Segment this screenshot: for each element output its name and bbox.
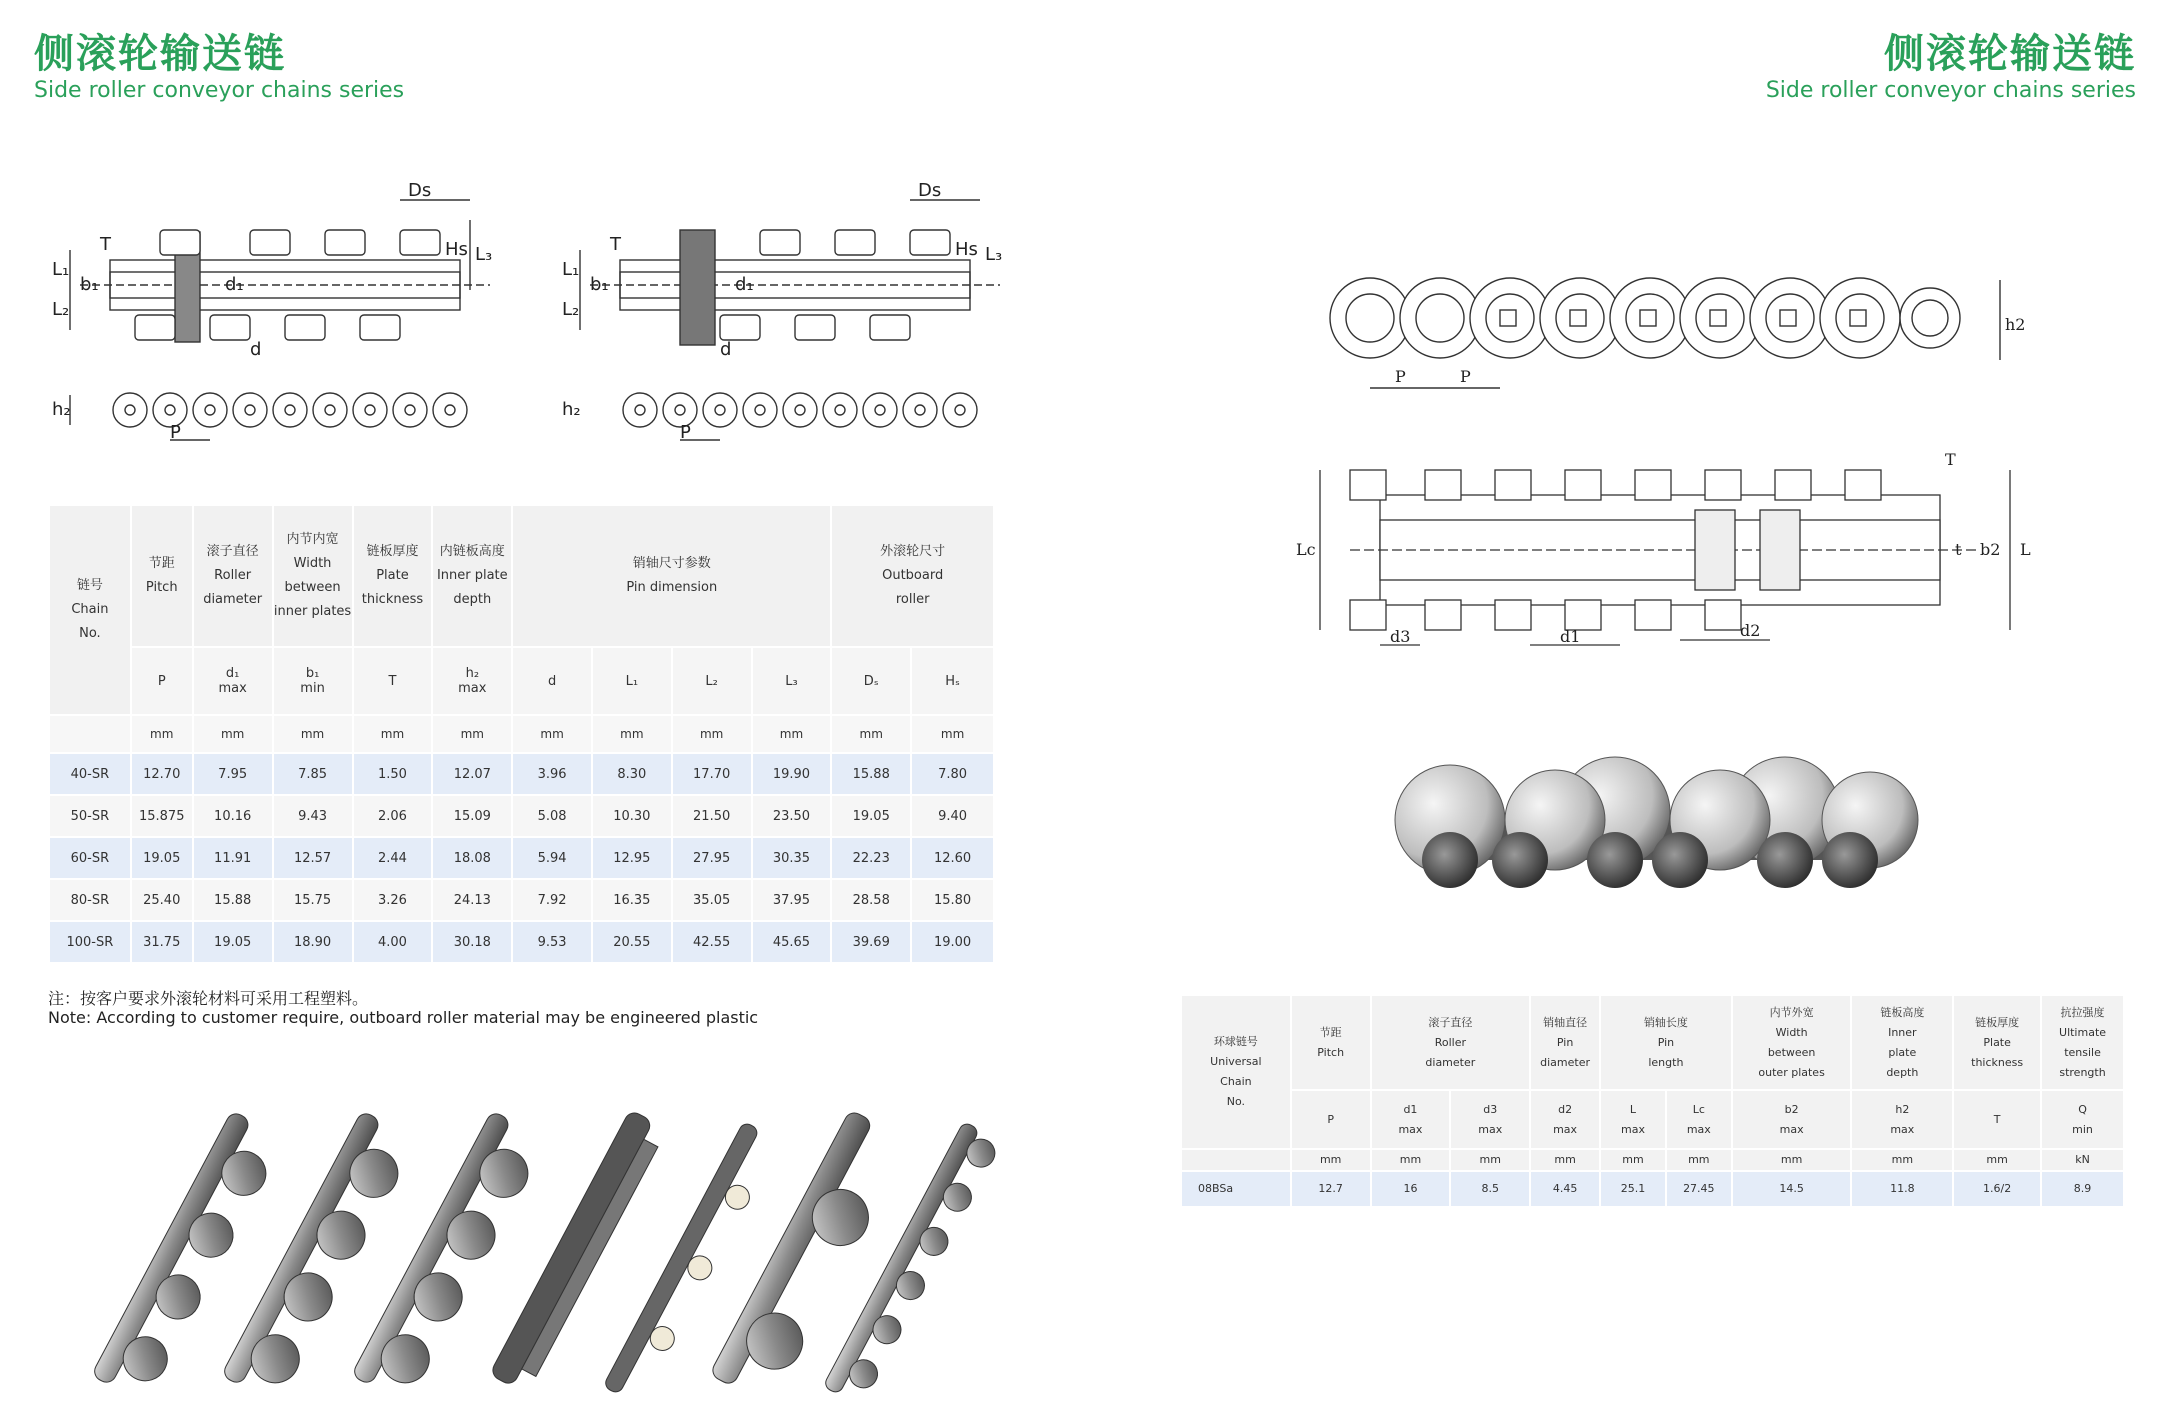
th-roller: 滚子直径 Roller diameter	[193, 505, 273, 647]
label-T-b: T	[610, 234, 621, 255]
sym-h2: h₂ max	[432, 647, 512, 715]
unit2-cell: kN	[2041, 1149, 2124, 1171]
right-label-Lc: Lc	[1296, 540, 1316, 559]
note-en: Note: According to customer require, outboard roller material may be engineered plastic	[48, 1008, 759, 1027]
table-row: 40-SR 12.70 7.95 7.85 1.50 12.07 3.96 8.30 17.70 19.90 15.88 7.80	[49, 753, 994, 795]
sym-T: T	[353, 647, 433, 715]
th2-pitch: 节距 Pitch	[1291, 995, 1371, 1090]
right-label-d3: d3	[1390, 627, 1411, 646]
label-Ds: Ds	[408, 180, 432, 201]
label-b1: b₁	[80, 274, 99, 295]
right-label-P2: P	[1460, 367, 1471, 386]
label-L2-b: L₂	[562, 299, 580, 320]
th-chain: 链号 Chain No.	[49, 505, 131, 715]
right-title-en: Side roller conveyor chains series	[1765, 78, 2136, 103]
sym-Hs: Hₛ	[911, 647, 994, 715]
label-L1: L₁	[52, 259, 70, 280]
right-chain-side-drawing	[1290, 450, 2050, 660]
sym2-d1: d1 max	[1371, 1090, 1451, 1149]
th-inner: 内链板高度 Inner plate depth	[432, 505, 512, 647]
right-label-L: L	[2020, 540, 2031, 559]
left-chain-drawing-a	[50, 180, 510, 460]
sym2-d3: d3 max	[1450, 1090, 1530, 1149]
sym-b1: b₁ min	[273, 647, 353, 715]
th2-roller: 滚子直径 Roller diameter	[1371, 995, 1531, 1090]
spec-table-universal	[1180, 994, 2125, 1208]
chain-products-photo	[40, 1080, 1000, 1400]
unit-cell: mm	[752, 715, 832, 753]
spec-table-side-roller	[48, 504, 995, 964]
sym-Ds: Dₛ	[831, 647, 911, 715]
th-pitch: 节距 Pitch	[131, 505, 193, 647]
th2-depth: 链板高度 Inner plate depth	[1851, 995, 1953, 1090]
sym-d: d	[512, 647, 592, 715]
sym2-d2: d2 max	[1530, 1090, 1600, 1149]
th-width: 内节内宽 Width between inner plates	[273, 505, 353, 647]
right-label-t: t	[1955, 540, 1962, 559]
label-L2: L₂	[52, 299, 70, 320]
sym-L1: L₁	[592, 647, 672, 715]
unit2-cell: mm	[1530, 1149, 1600, 1171]
unit-cell: mm	[831, 715, 911, 753]
label-Hs-b: Hs	[955, 239, 978, 260]
label-T: T	[100, 234, 111, 255]
table-row: 80-SR 25.40 15.88 15.75 3.26 24.13 7.92 16.35 35.05 37.95 28.58 15.80	[49, 879, 994, 921]
right-chain-top-drawing	[1300, 260, 2040, 410]
th-plate: 链板厚度 Plate thickness	[353, 505, 433, 647]
unit-cell: mm	[131, 715, 193, 753]
sym-P: P	[131, 647, 193, 715]
label-b1-b: b₁	[590, 274, 609, 295]
th2-pin: 销轴直径 Pin diameter	[1530, 995, 1600, 1090]
unit-cell: mm	[273, 715, 353, 753]
label-d-b: d	[720, 339, 732, 360]
label-L3: L₃	[475, 244, 493, 265]
unit-cell: mm	[432, 715, 512, 753]
label-d1: d₁	[225, 274, 244, 295]
right-label-d1: d1	[1560, 627, 1581, 646]
th2-outer: 内节外宽 Width between outer plates	[1732, 995, 1852, 1090]
right-label-P: P	[1395, 367, 1406, 386]
label-d1-b: d₁	[735, 274, 754, 295]
right-label-h2: h2	[2005, 315, 2026, 334]
label-Hs: Hs	[445, 239, 468, 260]
unit2-blank	[1181, 1149, 1291, 1171]
unit-cell: mm	[193, 715, 273, 753]
label-h2: h₂	[52, 399, 71, 420]
side-roller-chain-photo	[1380, 750, 1940, 900]
note-zh: 注：按客户要求外滚轮材料可采用工程塑料。	[48, 989, 369, 1008]
unit2-cell: mm	[1666, 1149, 1732, 1171]
sym2-h2: h2 max	[1851, 1090, 1953, 1149]
unit2-cell: mm	[1371, 1149, 1451, 1171]
unit2-cell: mm	[1732, 1149, 1852, 1171]
label-d: d	[250, 339, 262, 360]
left-title-zh: 侧滚轮输送链	[34, 31, 286, 77]
sym2-Lc: Lc max	[1666, 1090, 1732, 1149]
sym2-L: L max	[1600, 1090, 1666, 1149]
th2-thick: 链板厚度 Plate thickness	[1953, 995, 2041, 1090]
unit2-cell: mm	[1450, 1149, 1530, 1171]
unit2-cell: mm	[1600, 1149, 1666, 1171]
sym-L2: L₂	[672, 647, 752, 715]
unit2-cell: mm	[1291, 1149, 1371, 1171]
label-L1-b: L₁	[562, 259, 580, 280]
right-label-b2: b2	[1980, 540, 2001, 559]
sym2-P: P	[1291, 1090, 1371, 1149]
right-label-d2: d2	[1740, 621, 1761, 640]
table-row: 60-SR 19.05 11.91 12.57 2.44 18.08 5.94 12.95 27.95 30.35 22.23 12.60	[49, 837, 994, 879]
th2-chain: 环球链号 Universal Chain No.	[1181, 995, 1291, 1149]
sym2-T: T	[1953, 1090, 2041, 1149]
label-h2-b: h₂	[562, 399, 581, 420]
sym2-b2: b2 max	[1732, 1090, 1852, 1149]
unit-cell: mm	[911, 715, 994, 753]
unit-cell: mm	[672, 715, 752, 753]
right-label-T: T	[1945, 450, 1956, 469]
table-row: 50-SR 15.875 10.16 9.43 2.06 15.09 5.08 10.30 21.50 23.50 19.05 9.40	[49, 795, 994, 837]
sym2-Q: Q min	[2041, 1090, 2124, 1149]
th-outboard: 外滚轮尺寸 Outboard roller	[831, 505, 994, 647]
unit-blank	[49, 715, 131, 753]
th-pin: 销轴尺寸参数 Pin dimension	[512, 505, 831, 647]
left-title-en: Side roller conveyor chains series	[34, 78, 405, 103]
sym-L3: L₃	[752, 647, 832, 715]
label-L3-b: L₃	[985, 244, 1003, 265]
label-P-b: P	[680, 422, 691, 443]
unit2-cell: mm	[1851, 1149, 1953, 1171]
th2-tensile: 抗拉强度 Ultimate tensile strength	[2041, 995, 2124, 1090]
right-title-zh: 侧滚轮输送链	[1884, 31, 2136, 77]
sym-d1: d₁ max	[193, 647, 273, 715]
th2-pinlen: 销轴长度 Pin length	[1600, 995, 1732, 1090]
unit2-cell: mm	[1953, 1149, 2041, 1171]
label-Ds-b: Ds	[918, 180, 942, 201]
unit-cell: mm	[592, 715, 672, 753]
unit-cell: mm	[353, 715, 433, 753]
table-row: 100-SR 31.75 19.05 18.90 4.00 30.18 9.53 20.55 42.55 45.65 39.69 19.00	[49, 921, 994, 963]
table-row: 08BSa 12.7 16 8.5 4.45 25.1 27.45 14.5 11.8 1.6/2 8.9	[1181, 1171, 2124, 1207]
left-chain-drawing-b	[560, 180, 1020, 460]
label-P: P	[170, 422, 181, 443]
unit-cell: mm	[512, 715, 592, 753]
